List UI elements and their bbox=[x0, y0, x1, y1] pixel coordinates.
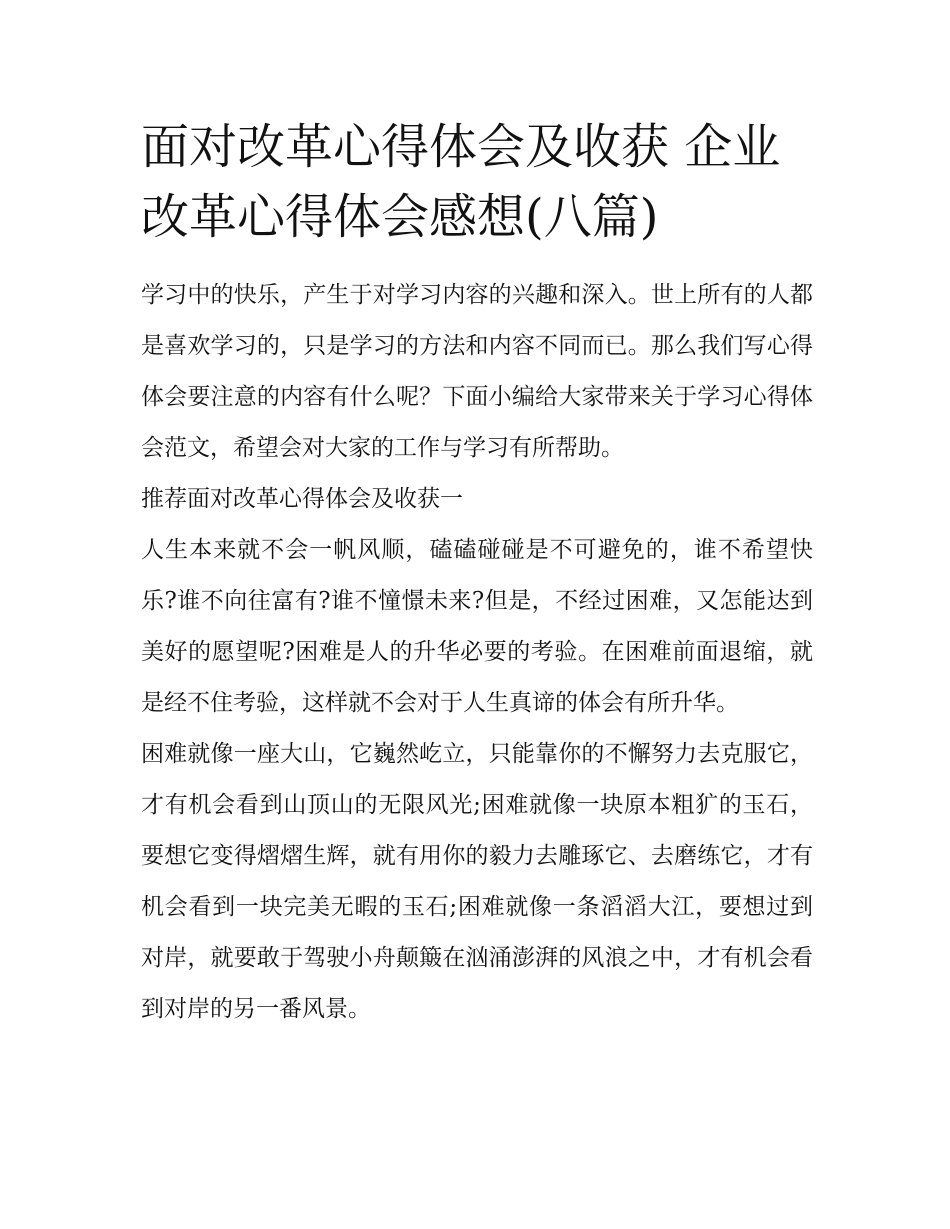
document-body bbox=[141, 270, 813, 1035]
paragraph-body-2: 困难就像一座大山，它巍然屹立，只能靠你的不懈努力去克服它，才有机会看到山顶山的无限风光;困难就像一块原本粗犷的玉石，要想它变得熠熠生辉，就有用你的毅力去雕琢它、去磨练它，才有机会看到一块完美无暇的玉石;困难就像一条滔滔大江，要想过到对岸，就要敢于驾驶小舟颠簸在汹涌澎湃的风浪之中，才有机会看到对岸的另一番风景。 bbox=[141, 741, 813, 1022]
document-title: 面对改革心得体会及收获 企业改革心得体会感想(八篇) bbox=[141, 119, 781, 245]
document-content bbox=[141, 112, 813, 1035]
paragraph-intro: 学习中的快乐，产生于对学习内容的兴趣和深入。世上所有的人都是喜欢学习的，只是学习的方法和内容不同而已。那么我们写心得体会要注意的内容有什么呢？下面小编给大家带来关于学习心得体会范文，希望会对大家的工作与学习有所帮助。 bbox=[141, 282, 813, 461]
section-heading: 推荐面对改革心得体会及收获一 bbox=[141, 486, 463, 512]
paragraph-body-1: 人生本来就不会一帆风顺，磕磕碰碰是不可避免的，谁不希望快乐?谁不向往富有?谁不憧憬未来?但是，不经过困难，又怎能达到美好的愿望呢?困难是人的升华必要的考验。在困难前面退缩，就是经不住考验，这样就不会对于人生真谛的体会有所升华。 bbox=[141, 537, 813, 716]
